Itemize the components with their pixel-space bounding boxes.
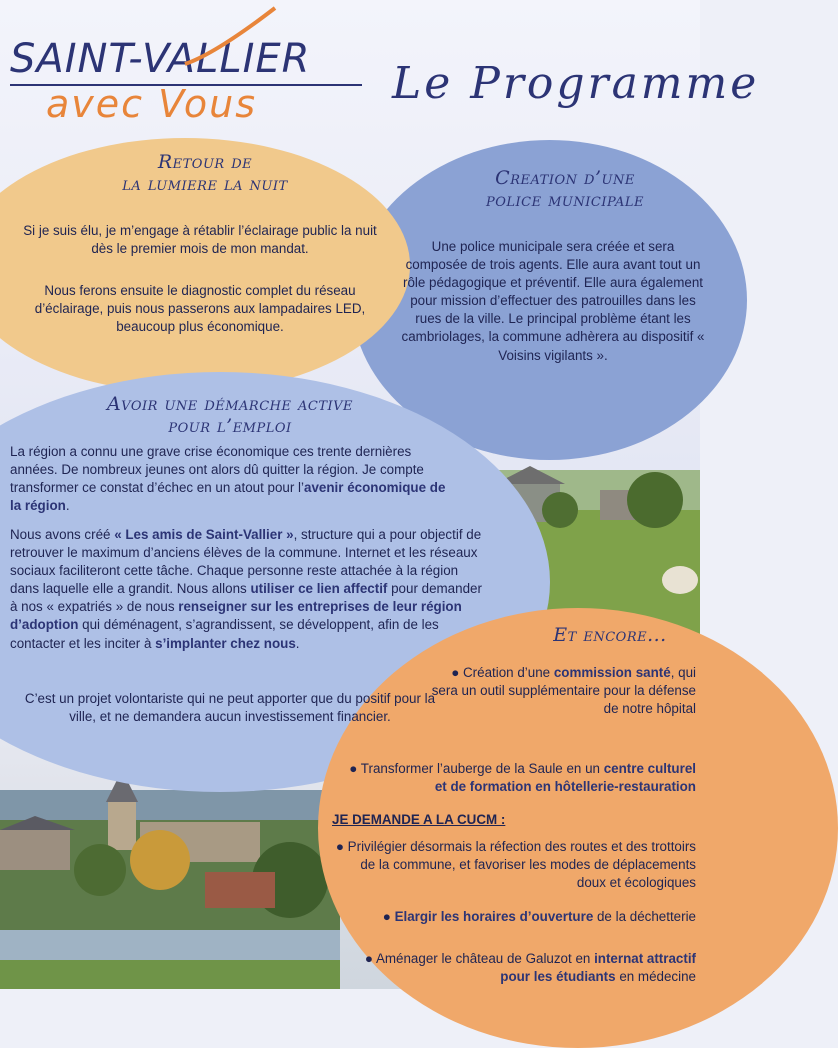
title-line: Creation d’une xyxy=(495,167,635,189)
section-title-encore: Et encore... xyxy=(553,624,667,646)
text-run: en médecine xyxy=(615,969,696,985)
list-item xyxy=(430,664,696,718)
paragraph xyxy=(10,526,482,653)
paragraph xyxy=(10,443,450,515)
autumn-tree xyxy=(130,830,190,890)
logo-subtitle: avec Vous xyxy=(46,82,258,126)
emphasis: Elargir les horaires d’ouverture xyxy=(394,909,594,924)
text-run: ● Aménager le château de Galuzot en xyxy=(364,951,595,966)
tree xyxy=(627,472,683,528)
page-title: Le Programme xyxy=(392,58,760,109)
text-run: ● Création d’une xyxy=(451,665,554,680)
emphasis: s’implanter chez nous xyxy=(155,635,296,651)
text-run: ● xyxy=(382,909,395,924)
text-run: . xyxy=(295,635,300,651)
sheep xyxy=(662,566,698,594)
emphasis: commission santé xyxy=(553,665,671,680)
list-item xyxy=(340,950,696,986)
text-run: , qui sera un outil supplémentaire pour la défense de notre hôpital xyxy=(431,665,696,717)
text-run: qui déménagent, s’agrandissent, se développent, afin de les contacter et les inciter à xyxy=(10,617,439,651)
paragraph: C’est un projet volontariste qui ne peut apporter que du positif pour la ville, et ne demandera aucun investissement financier. xyxy=(24,691,436,725)
section-title-lumiere xyxy=(50,152,360,196)
text-run: Nous avons créé xyxy=(10,527,115,542)
section-title-emploi xyxy=(60,394,400,438)
red-house xyxy=(205,872,275,908)
title-line: Avoir une démarche active xyxy=(106,393,354,415)
emphasis: centre culturel et de formation en hôtellerie-restauration xyxy=(434,761,696,795)
tree xyxy=(542,492,578,528)
list-item xyxy=(340,760,696,796)
text-run: . xyxy=(65,498,70,514)
riverbank xyxy=(0,960,340,989)
text-run: La région a connu une grave crise économique ces trente dernières années. De nombreux jeunes ont alors dû quitter la région. Je compte transformer ce constat d’échec en un atout pour l’ xyxy=(10,444,424,496)
title-line: Retour de xyxy=(157,151,253,173)
emphasis: « Les amis de Saint-Vallier » xyxy=(114,527,294,542)
title-line: la lumiere la nuit xyxy=(122,172,288,195)
text-run: de la déchetterie xyxy=(593,909,696,924)
section-title-police xyxy=(420,168,710,212)
church-tower xyxy=(108,800,136,850)
list-item: ● Privilégier désormais la réfection des routes et des trottoirs de la commune, et favoriser les modes de déplacements doux et écologiques xyxy=(335,839,696,891)
logo-swoosh-icon xyxy=(175,4,285,74)
cucm-heading: JE DEMANDE A LA CUCM : xyxy=(332,812,506,827)
paragraph: Une police municipale sera créée et sera composée de trois agents. Elle aura avant tout un rôle pédagogique et préventif. Elle aura également pour mission d’effectuer des patrouilles dans les rues de la ville. Le principal problème étant les cambriolages, la commune adhèrera au dispositif « Voisins vigilants ». xyxy=(401,239,705,363)
emphasis: avenir économique de la région xyxy=(10,480,446,514)
paragraph: Si je suis élu, je m’engage à rétablir l’éclairage public la nuit dès le premier mois de mon mandat. xyxy=(23,223,377,257)
village-house xyxy=(0,830,70,870)
title-line: pour l’emploi xyxy=(168,414,292,437)
emphasis: internat attractif pour les étudiants xyxy=(500,951,696,985)
paragraph: Nous ferons ensuite le diagnostic complet du réseau d’éclairage, puis nous passerons aux lampadaires LED, beaucoup plus économique. xyxy=(34,283,366,335)
tree xyxy=(74,844,126,896)
river xyxy=(0,930,340,960)
text-run: pour demander à nos « expatriés » de nous xyxy=(10,581,482,615)
text-run: ● Transformer l’auberge de la Saule en un xyxy=(349,761,604,776)
text-run: , structure qui a pour objectif de retrouver le maximum d’anciens élèves de la commune. Internet et les réseaux sociaux faciliteront cette tâche. Chaque personne reste attachée à la région dans laquelle elle a grandit. Nous allons xyxy=(10,527,482,597)
logo-title: SAINT-VALLIER xyxy=(10,36,311,82)
emphasis: utiliser ce lien affectif xyxy=(250,581,388,597)
list-item xyxy=(332,908,696,926)
emphasis: renseigner sur les entreprises de leur région d’adoption xyxy=(10,599,462,633)
title-line: police municipale xyxy=(485,188,645,211)
